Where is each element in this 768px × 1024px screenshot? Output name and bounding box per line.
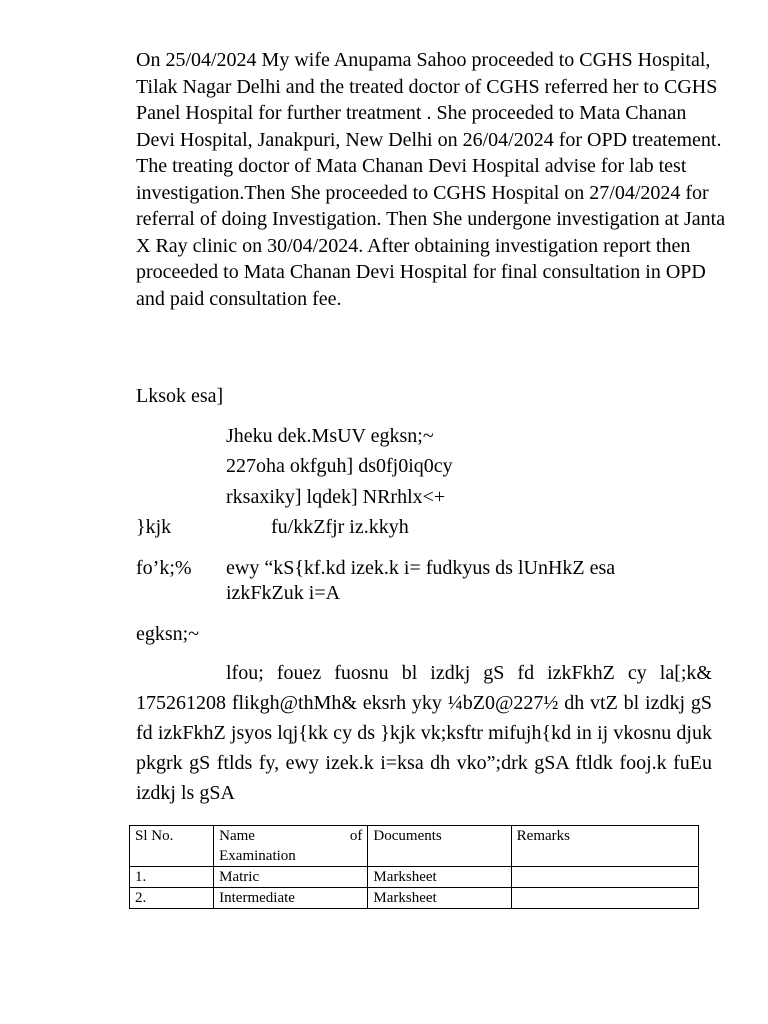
via-value: fu/kkZfjr iz.kkyh — [271, 516, 409, 538]
table-header-row — [130, 826, 699, 867]
subject-line-1: ewy “kS{kf.kd izek.k i= fudkyus ds lUnHkZ esa — [226, 557, 616, 579]
address-line-1: Jheku dek.MsUV egksn;~ — [226, 425, 434, 447]
cell-sl: 2. — [130, 888, 214, 909]
greeting: egksn;~ — [136, 623, 200, 645]
cell-remarks — [511, 867, 698, 888]
cell-name: Intermediate — [214, 888, 368, 909]
header-examination-word: Examination — [219, 848, 296, 864]
subject-label: fo’k;% — [136, 557, 192, 579]
salutation: Lksok esa] — [136, 385, 224, 407]
header-name-word: Name — [219, 828, 255, 844]
body-text: lfou; fouez fuosnu bl izdkj gS fd izkFkhZ cy la[;k& 175261208 flikgh@thMh& eksrh yky ¼bZ0@227½ dh vtZ bl izdkj gS fd izkFkhZ jsyos lqj{kk cy ds }kjk vk;ksftr mifujh{kd in ij vkosnu djuk pkgrk gS ftlds fy, ewy izek.k i=ksa dh vko”;drk gSA ftldk fooj.k fuEu izdkj ls gSA — [136, 662, 712, 804]
table-row — [130, 888, 699, 909]
documents-table — [129, 825, 699, 909]
body-paragraph — [136, 658, 712, 808]
header-documents: Documents — [368, 826, 511, 867]
cell-doc: Marksheet — [368, 888, 511, 909]
subject-line-2: izkFkZuk i=A — [226, 582, 341, 604]
table-row — [130, 867, 699, 888]
cell-name: Matric — [214, 867, 368, 888]
english-paragraph: On 25/04/2024 My wife Anupama Sahoo proceeded to CGHS Hospital, Tilak Nagar Delhi and the treated doctor of CGHS referred her to CGHS Panel Hospital for further treatment . She proceeded to Mata Chanan Devi Hospital, Janakpuri, New Delhi on 26/04/2024 for OPD treatement. The treating doctor of Mata Chanan Devi Hospital advise for lab test investigation.Then She proceeded to CGHS Hospital on 27/04/2024 for referral of doing Investigation. Then She undergone investigation at Janta X Ray clinic on 30/04/2024. After obtaining investigation report then proceeded to Mata Chanan Devi Hospital for final consultation in OPD and paid consultation fee. — [136, 49, 726, 310]
address-line-2: 227oha okfguh] ds0fj0iq0cy — [226, 455, 453, 477]
cell-remarks — [511, 888, 698, 909]
via-label: }kjk — [136, 516, 172, 538]
header-sl-no: Sl No. — [130, 826, 214, 867]
header-of-word: of — [349, 828, 363, 844]
cell-doc: Marksheet — [368, 867, 511, 888]
header-name-of-examination — [214, 826, 368, 867]
cell-sl: 1. — [130, 867, 214, 888]
header-remarks: Remarks — [511, 826, 698, 867]
address-line-3: rksaxiky] lqdek] NRrhlx<+ — [226, 486, 446, 508]
